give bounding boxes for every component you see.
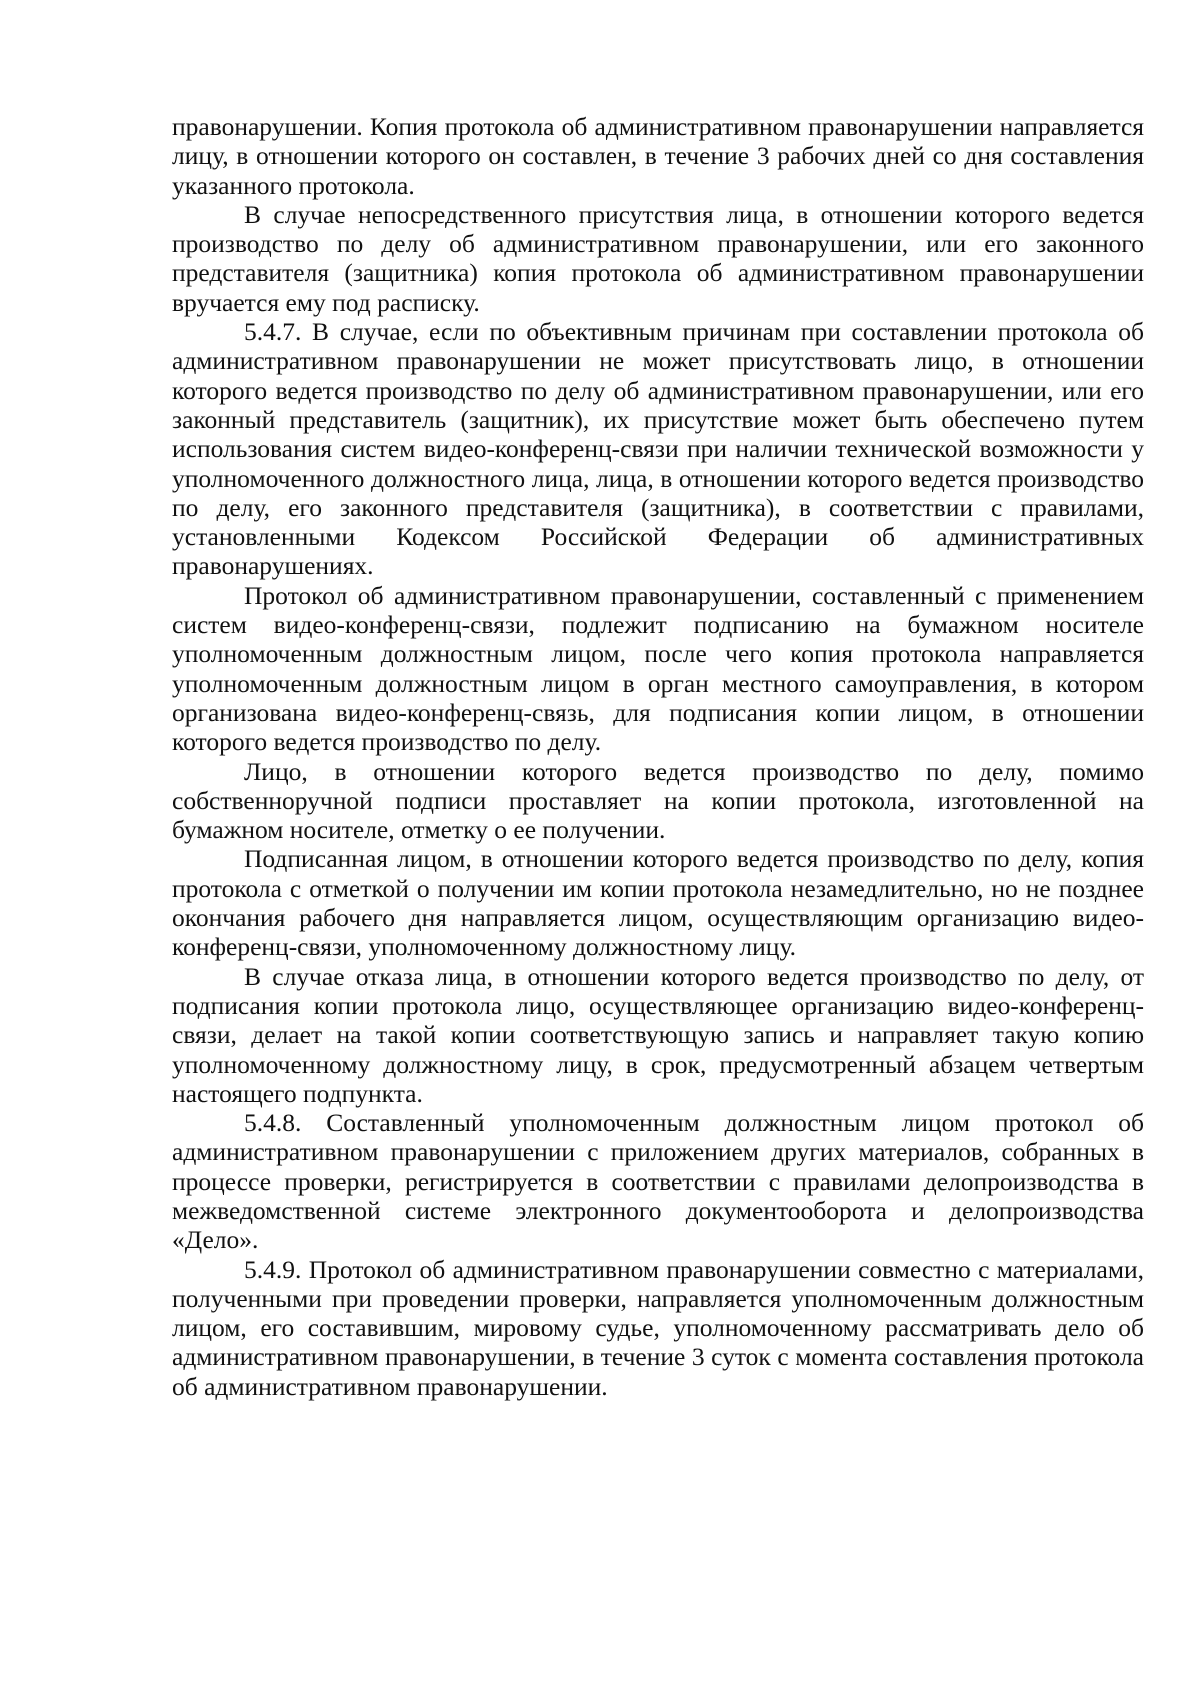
paragraph-signature: Лицо, в отношении которого ведется производство по делу, помимо собственноручной подписи проставляет на копии протокола, изготовленной на бумажном носителе, отметку о ее получении.	[172, 756, 1144, 845]
paragraph-5-4-7: 5.4.7. В случае, если по объективным причинам при составлении протокола об административном правонарушении не может присутствовать лицо, в отношении которого ведется производство по делу об административном правонарушении, или его законный представитель (защитник), их присутствие может быть обеспечено путем использования систем видео-конференц-связи при наличии технической возможности у уполномоченного должностного лица, лица, в отношении которого ведется производство по делу, его законного представителя (защитника), в соответствии с правилами, установленными Кодексом Российской Федерации об административных правонарушениях.	[172, 317, 1144, 581]
paragraph-presence-copy: В случае непосредственного присутствия лица, в отношении которого ведется производство по делу об административном правонарушении, или его законного представителя (защитника) копия протокола об административном правонарушении вручается ему под расписку.	[172, 199, 1144, 317]
paragraph-5-4-9: 5.4.9. Протокол об административном правонарушении совместно с материалами, полученными при проведении проверки, направляется уполномоченным должностным лицом, его составившим, мировому судье, уполномоченному рассматривать дело об административном правонарушении, в течение 3 суток с момента составления протокола об административном правонарушении.	[172, 1254, 1144, 1401]
paragraph-vks-protocol: Протокол об административном правонарушении, составленный с применением систем видео-конференц-связи, подлежит подписанию на бумажном носителе уполномоченным должностным лицом, после чего копия протокола направляется уполномоченным должностным лицом в орган местного самоуправления, в котором организована видео-конференц-связь, для подписания копии лицом, в отношении которого ведется производство по делу.	[172, 580, 1144, 757]
paragraph-signed-copy: Подписанная лицом, в отношении которого ведется производство по делу, копия протокола с отметкой о получении им копии протокола незамедлительно, но не позднее окончания рабочего дня направляется лицом, осуществляющим организацию видео-конференц-связи, уполномоченному должностному лицу.	[172, 844, 1144, 962]
paragraph-5-4-8: 5.4.8. Составленный уполномоченным должностным лицом протокол об административном правонарушении с приложением других материалов, собранных в процессе проверки, регистрируется в соответствии с правилами делопроизводства в межведомственной системе электронного документооборота и делопроизводства «Дело».	[172, 1108, 1144, 1255]
document-page	[172, 112, 1144, 1401]
paragraph-continuation: правонарушении. Копия протокола об административном правонарушении направляется лицу, в отношении которого он составлен, в течение 3 рабочих дней со дня составления указанного протокола.	[172, 112, 1144, 200]
paragraph-refusal: В случае отказа лица, в отношении которого ведется производство по делу, от подписания копии протокола лицо, осуществляющее организацию видео-конференц-связи, делает на такой копии соответствующую запись и направляет такую копию уполномоченному должностному лицу, в срок, предусмотренный абзацем четвертым настоящего подпункта.	[172, 961, 1144, 1108]
